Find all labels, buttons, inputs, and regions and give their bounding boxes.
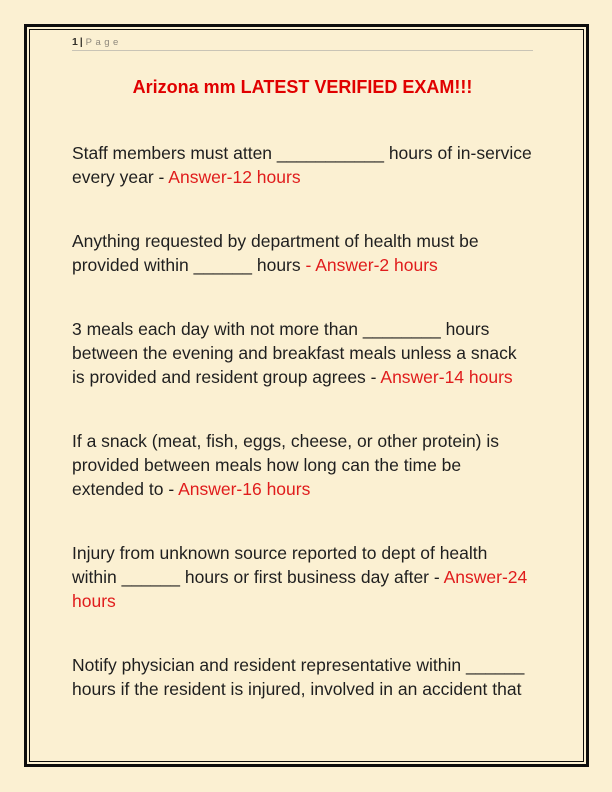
question-paragraph	[72, 429, 533, 501]
page-header	[72, 36, 533, 51]
question-paragraph	[72, 141, 533, 189]
answer-text: - Answer-2 hours	[305, 255, 438, 275]
page-number-separator: |	[79, 37, 83, 48]
question-paragraph	[72, 317, 533, 389]
question-paragraph	[72, 653, 533, 701]
question-text: Anything requested by department of health must be provided within ______ hours	[72, 231, 479, 275]
page-border-inner	[29, 29, 584, 762]
question-text: Notify physician and resident representative within ______ hours if the resident is injured, involved in an accident that	[72, 655, 525, 699]
answer-text: Answer-24 hours	[72, 567, 528, 611]
page-border-frame	[24, 24, 589, 767]
answer-text: Answer-16 hours	[178, 479, 311, 499]
page-content	[30, 30, 583, 701]
page-label: Page	[85, 37, 122, 48]
question-text: Injury from unknown source reported to dept of health within ______ hours or first business day after -	[72, 543, 488, 587]
question-text: If a snack (meat, fish, eggs, cheese, or other protein) is provided between meals how long can the time be extended to -	[72, 431, 500, 499]
question-text: Staff members must atten ___________ hours of in-service every year -	[72, 143, 532, 187]
answer-text: Answer-14 hours	[380, 367, 513, 387]
page-number: 1	[72, 36, 78, 48]
document-title: Arizona mm LATEST VERIFIED EXAM!!!	[132, 77, 473, 97]
question-text: 3 meals each day with not more than ________ hours between the evening and breakfast meals unless a snack is provided and resident group agrees -	[72, 319, 517, 387]
question-list	[72, 141, 533, 701]
question-paragraph	[72, 541, 533, 613]
question-paragraph	[72, 229, 533, 277]
answer-text: Answer-12 hours	[168, 167, 301, 187]
